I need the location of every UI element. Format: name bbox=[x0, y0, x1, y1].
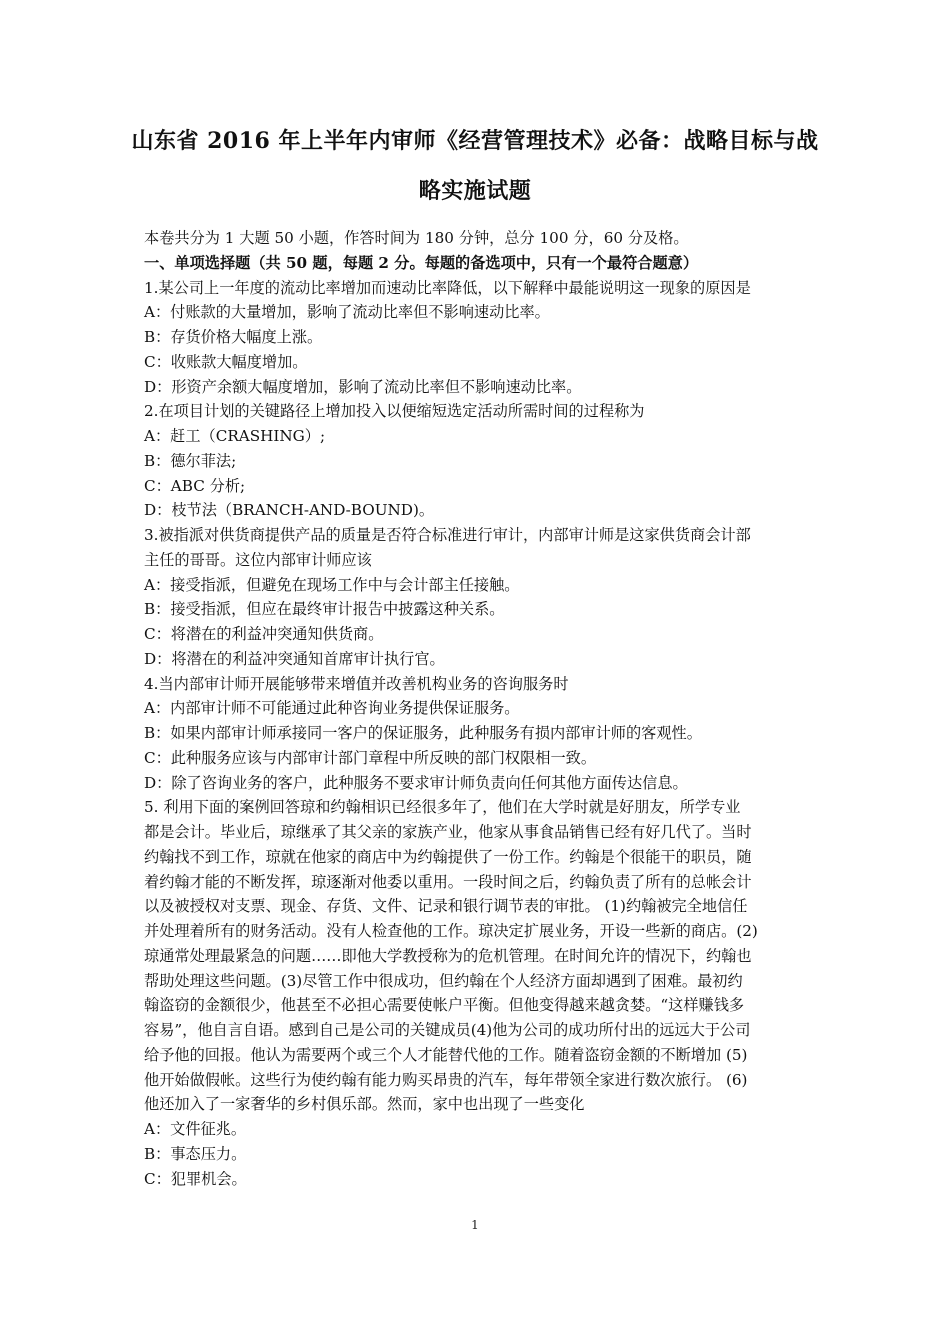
question-line: 都是会计。毕业后，琼继承了其父亲的家族产业，他家从事食品销售已经有好几代了。当时 bbox=[144, 823, 752, 841]
option-line: C：ABC 分析; bbox=[144, 476, 246, 495]
question-line: 容易”，他自言自语。感到自己是公司的关键成员(4)他为公司的成功所付出的远远大于公司 bbox=[144, 1021, 751, 1039]
page-title-line-2: 略实施试题 bbox=[418, 178, 532, 204]
option-line: B：德尔菲法; bbox=[144, 451, 237, 470]
option-line: B：如果内部审计师承接同一客户的保证服务，此种服务有损内部审计师的客观性。 bbox=[144, 724, 702, 742]
option-line: D：枝节法（BRANCH-AND-BOUND)。 bbox=[144, 501, 435, 520]
option-line: C：犯罪机会。 bbox=[144, 1169, 247, 1188]
option-line: C：此种服务应该与内部审计部门章程中所反映的部门权限相一致。 bbox=[144, 748, 597, 767]
question-line: 2.在项目计划的关键路径上增加投入以便缩短选定活动所需时间的过程称为 bbox=[144, 402, 645, 421]
exam-intro: 本卷共分为 1 大题 50 小题，作答时间为 180 分钟，总分 100 分，60 分及格。 bbox=[144, 229, 689, 247]
section-heading: 一、单项选择题（共 50 题，每题 2 分。每题的备选项中，只有一个最符合题意） bbox=[144, 253, 699, 272]
question-line: 着约翰才能的不断发挥，琼逐渐对他委以重用。一段时间之后，约翰负责了所有的总帐会计 bbox=[144, 872, 752, 891]
question-line: 约翰找不到工作，琼就在他家的商店中为约翰提供了一份工作。约翰是个很能干的职员，随 bbox=[144, 847, 752, 866]
question-line: 琼通常处理最紧急的问题……即他大学教授称为的危机管理。在时间允许的情况下，约翰也 bbox=[144, 946, 752, 965]
option-line: D：将潜在的利益冲突通知首席审计执行官。 bbox=[144, 649, 445, 668]
option-line: A：内部审计师不可能通过此种咨询业务提供保证服务。 bbox=[144, 699, 520, 718]
option-line: A：文件征兆。 bbox=[144, 1120, 247, 1138]
question-line: 翰盗窃的金额很少，他甚至不必担心需要使帐户平衡。但他变得越来越贪婪。“这样赚钱多 bbox=[144, 996, 745, 1015]
question-line: 5. 利用下面的案例回答琼和约翰相识已经很多年了，他们在大学时就是好朋友，所学专业 bbox=[144, 798, 741, 817]
option-line: D：形资产余额大幅度增加，影响了流动比率但不影响速动比率。 bbox=[144, 377, 582, 396]
question-line: 他还加入了一家奢华的乡村俱乐部。然而，家中也出现了一些变化 bbox=[144, 1095, 585, 1114]
question-line: 他开始做假帐。这些行为使约翰有能力购买昂贵的汽车，每年带领全家进行数次旅行。 (6) bbox=[144, 1070, 748, 1089]
question-line: 1.某公司上一年度的流动比率增加而速动比率降低，以下解释中最能说明这一现象的原因是 bbox=[144, 278, 751, 297]
document-body bbox=[144, 226, 812, 1191]
page-number: 1 bbox=[471, 1218, 479, 1232]
option-line: A：赶工（CRASHING）; bbox=[144, 427, 326, 445]
option-line: A：付账款的大量增加，影响了流动比率但不影响速动比率。 bbox=[144, 303, 550, 322]
option-line: C：收账款大幅度增加。 bbox=[144, 352, 308, 371]
option-line: D：除了咨询业务的客户，此种服务不要求审计师负责向任何其他方面传达信息。 bbox=[144, 773, 688, 792]
question-line: 并处理着所有的财务活动。没有人检查他的工作。琼决定扩展业务，开设一些新的商店。(2) bbox=[144, 922, 758, 940]
option-line: A：接受指派，但避免在现场工作中与会计部主任接触。 bbox=[144, 575, 520, 594]
option-line: B：接受指派，但应在最终审计报告中披露这种关系。 bbox=[144, 600, 505, 619]
option-line: B：事态压力。 bbox=[144, 1144, 247, 1163]
option-line: C：将潜在的利益冲突通知供货商。 bbox=[144, 625, 384, 643]
question-line: 给予他的回报。他认为需要两个或三个人才能替代他的工作。随着盗窃金额的不断增加 (5) bbox=[144, 1045, 748, 1064]
question-line: 以及被授权对支票、现金、存货、文件、记录和银行调节表的审批。 (1)约翰被完全地信任 bbox=[144, 897, 748, 916]
page-title-line-1: 山东省 2016 年上半年内审师《经营管理技术》必备：战略目标与战 bbox=[131, 128, 819, 154]
question-line: 主任的哥哥。这位内部审计师应该 bbox=[144, 550, 372, 569]
option-line: B：存货价格大幅度上涨。 bbox=[144, 328, 323, 346]
question-line: 4.当内部审计师开展能够带来增值并改善机构业务的咨询服务时 bbox=[144, 674, 569, 693]
question-line: 3.被指派对供货商提供产品的质量是否符合标准进行审计，内部审计师是这家供货商会计部 bbox=[144, 526, 751, 544]
question-line: 帮助处理这些问题。(3)尽管工作中很成功，但约翰在个人经济方面却遇到了困难。最初约 bbox=[144, 971, 743, 990]
